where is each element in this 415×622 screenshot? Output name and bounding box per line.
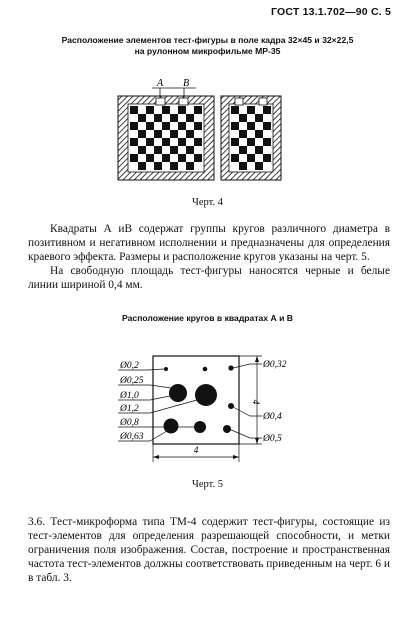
checker-cell bbox=[170, 146, 178, 154]
checker-cell bbox=[247, 122, 255, 130]
paragraph-1: Квадраты А иВ содержат группы кругов различного диаметра в позитивном и негативном исполнении и предназначены для определения краевого эффекта. Размеры и расположение кругов указаны на черт. 5. bbox=[28, 223, 390, 263]
checker-cell bbox=[154, 130, 162, 138]
checker-cell bbox=[146, 106, 154, 114]
figure-5-caption: Черт. 5 bbox=[192, 479, 223, 490]
checker-cell bbox=[162, 138, 170, 146]
checker-cell bbox=[239, 114, 247, 122]
checker-cell bbox=[186, 162, 194, 170]
label-d032: Ø0,32 bbox=[263, 360, 287, 370]
checker-cell bbox=[154, 146, 162, 154]
checker-cell bbox=[194, 122, 202, 130]
checker-cell bbox=[194, 106, 202, 114]
checker-cell bbox=[263, 154, 271, 162]
figure-4-drawing bbox=[0, 76, 415, 188]
checker-cell bbox=[178, 154, 186, 162]
checker-cell bbox=[138, 130, 146, 138]
checker-cell bbox=[255, 146, 263, 154]
checker-cell bbox=[247, 138, 255, 146]
checker-cell bbox=[154, 162, 162, 170]
label-d08: Ø0,8 bbox=[120, 418, 139, 428]
checker-cell bbox=[170, 130, 178, 138]
body-text bbox=[28, 222, 390, 292]
checker-cell bbox=[146, 122, 154, 130]
checker-cell bbox=[138, 114, 146, 122]
label-a: А bbox=[156, 78, 164, 89]
checker-cell bbox=[178, 138, 186, 146]
checker-cell bbox=[255, 114, 263, 122]
label-d02: Ø0,2 bbox=[120, 361, 139, 371]
label-d025: Ø0,25 bbox=[120, 376, 144, 386]
checker-cell bbox=[239, 130, 247, 138]
checker-cell bbox=[162, 154, 170, 162]
label-d12: Ø1,2 bbox=[120, 404, 139, 414]
test-figure-frame-large bbox=[118, 88, 214, 180]
square-a-large bbox=[156, 98, 165, 105]
checker-cell bbox=[170, 114, 178, 122]
figure-4-caption: Черт. 4 bbox=[192, 197, 223, 208]
checker-cell bbox=[263, 122, 271, 130]
test-figure-frame-small bbox=[221, 96, 281, 180]
figure-4-title bbox=[0, 35, 415, 57]
checker-cell bbox=[231, 122, 239, 130]
checker-cell bbox=[247, 154, 255, 162]
checker-cell bbox=[130, 154, 138, 162]
checker-cell bbox=[239, 162, 247, 170]
checker-cell bbox=[130, 138, 138, 146]
label-d04: Ø0,4 bbox=[263, 412, 282, 422]
checker-cell bbox=[263, 138, 271, 146]
checker-cell bbox=[146, 138, 154, 146]
dimension-height: 4 bbox=[250, 399, 260, 405]
checker-cell bbox=[239, 146, 247, 154]
checker-cell bbox=[178, 122, 186, 130]
checker-cell bbox=[255, 162, 263, 170]
checker-cell bbox=[194, 138, 202, 146]
figure-4-title-line1: Расположение элементов тест-фигуры в поле кадра 32×45 и 32×22,5 bbox=[61, 35, 354, 45]
label-b: В bbox=[182, 78, 190, 89]
label-d10: Ø1,0 bbox=[120, 391, 139, 401]
checker-cell bbox=[186, 114, 194, 122]
checker-cell bbox=[231, 138, 239, 146]
checker-cell bbox=[154, 114, 162, 122]
checker-cell bbox=[263, 106, 271, 114]
label-d063: Ø0,63 bbox=[120, 432, 144, 442]
label-d05: Ø0,5 bbox=[263, 434, 282, 444]
section-3-6: 3.6. Тест-микроформа типа ТМ-4 содержит тест-фигуры, состоящие из тест-элементов для определения разрешающей способности, и метки ограничения поля изображения. Состав, построение и пространственная частота тест-элементов должны соответствовать приведенным на черт. 6 и в табл. 3. bbox=[28, 516, 390, 584]
checker-cell bbox=[162, 106, 170, 114]
paragraph-2: На свободную площадь тест-фигуры наносятся черные и белые линии шириной 0,4 мм. bbox=[28, 265, 390, 291]
checker-cell bbox=[162, 122, 170, 130]
page-header: ГОСТ 13.1.702—90 С. 5 bbox=[270, 6, 391, 18]
checker-cell bbox=[247, 106, 255, 114]
checker-cell bbox=[255, 130, 263, 138]
checker-cell bbox=[130, 122, 138, 130]
checker-cell bbox=[194, 154, 202, 162]
checker-cell bbox=[186, 146, 194, 154]
dimension-width: 4 bbox=[193, 446, 199, 456]
checker-cell bbox=[186, 130, 194, 138]
checker-cell bbox=[231, 106, 239, 114]
figure-5-drawing bbox=[0, 352, 415, 470]
square-b-large bbox=[179, 98, 188, 105]
figure-4-title-line2: на рулонном микрофильме МР-35 bbox=[134, 46, 281, 56]
checker-cell bbox=[231, 154, 239, 162]
section-text bbox=[28, 515, 390, 585]
checker-cell bbox=[146, 154, 154, 162]
checker-cell bbox=[178, 106, 186, 114]
checker-cell bbox=[170, 162, 178, 170]
checker-cell bbox=[130, 106, 138, 114]
square-a-small bbox=[235, 98, 243, 105]
checker-cell bbox=[138, 146, 146, 154]
figure-5-title: Расположение кругов в квадратах А и В bbox=[122, 313, 293, 323]
checker-cell bbox=[138, 162, 146, 170]
square-b-small bbox=[259, 98, 267, 105]
